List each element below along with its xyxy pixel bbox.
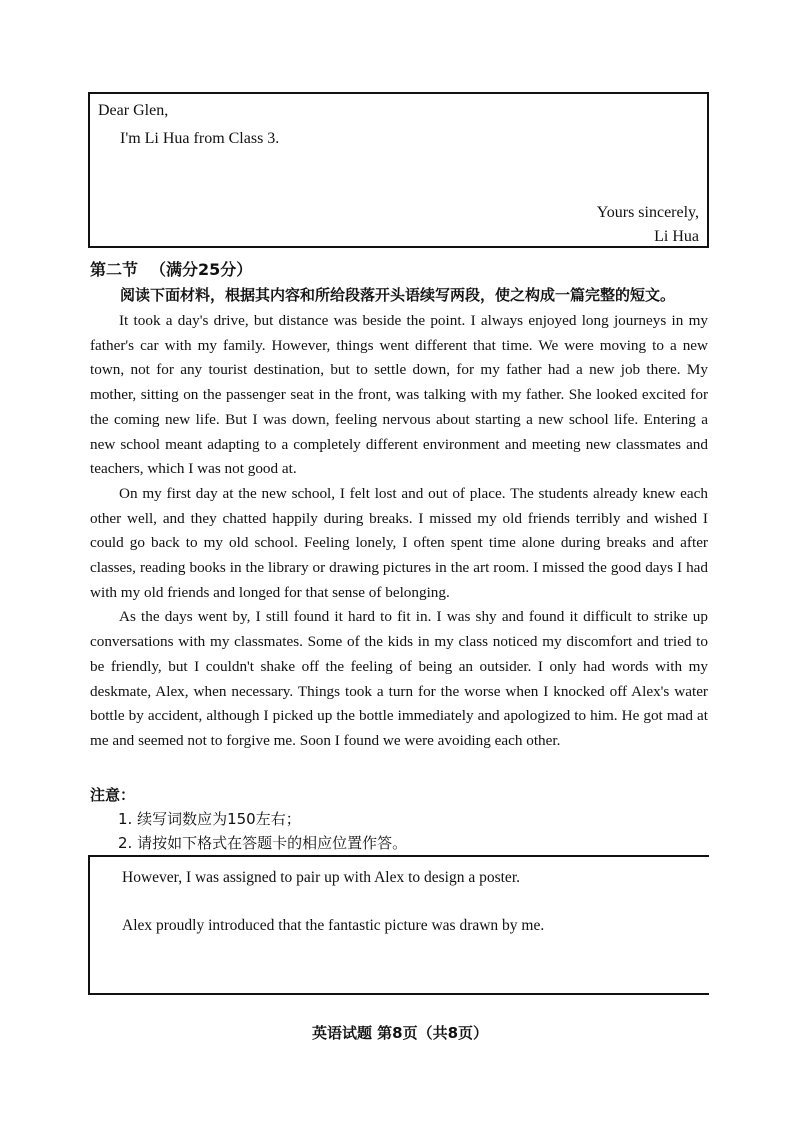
letter-greeting: Dear Glen, — [98, 102, 169, 119]
note-item: 2. 请按如下格式在答题卡的相应位置作答。 — [118, 834, 408, 852]
letter-intro: I'm Li Hua from Class 3. — [120, 130, 280, 147]
notes-title: 注意： — [90, 786, 136, 804]
passage-paragraph: On my first day at the new school, I felt lost and out of place. The students already knew each other well, and they chatted happily during breaks. I missed my old friends terribly and wished I could go back to my old school. Feeling lonely, I often spent time alone during breaks and after classes, reading books in the library or drawing pictures in the art room. I missed the good days I had with my old friends and longed for that sense of belonging. — [90, 484, 708, 601]
page-footer: 英语试题 第8页（共8页） — [311, 1024, 489, 1042]
letter-signature: Li Hua — [654, 228, 699, 245]
section-score: （满分25分） — [150, 260, 253, 279]
note-item: 1. 续写词数应为150左右； — [118, 810, 301, 828]
letter-box — [88, 92, 709, 248]
letter-closing: Yours sincerely, — [596, 204, 699, 221]
section-name: 第二节 — [90, 260, 139, 279]
answer-box — [88, 855, 709, 995]
reading-passage — [90, 309, 708, 754]
section-instruction: 阅读下面材料，根据其内容和所给段落开头语续写两段，使之构成一篇完整的短文。 — [120, 286, 676, 304]
passage-paragraph: As the days went by, I still found it hard to fit in. I was shy and found it difficult to strike up conversations with my classmates. Some of the kids in my class noticed my discomfort and tried to be friendly, but I couldn't shake off the feeling of being an outsider. I only had words with my deskmate, Alex, when necessary. Things took a turn for the worse when I knocked off Alex's water bottle by accident, although I picked up the bottle immediately and apologized to him. He got mad at me and seemed not to forgive me. Soon I found we were avoiding each other. — [90, 608, 708, 749]
passage-paragraph: It took a day's drive, but distance was beside the point. I always enjoyed long journeys in my father's car with my family. However, things went different that time. We were moving to a new town, not for any tourist destination, but to settle down, for my father had a new job there. My mother, sitting on the passenger seat in the front, was talking with my father. She looked excited for the coming new life. But I was down, feeling nervous about starting a new school life. Entering a new school meant adapting to a completely different environment and meeting new classmates and teachers, which I was not good at. — [90, 312, 708, 478]
section-title — [90, 257, 252, 280]
answer-opening-line-1: However, I was assigned to pair up with Alex to design a poster. — [122, 869, 520, 886]
answer-opening-line-2: Alex proudly introduced that the fantastic picture was drawn by me. — [122, 917, 545, 934]
